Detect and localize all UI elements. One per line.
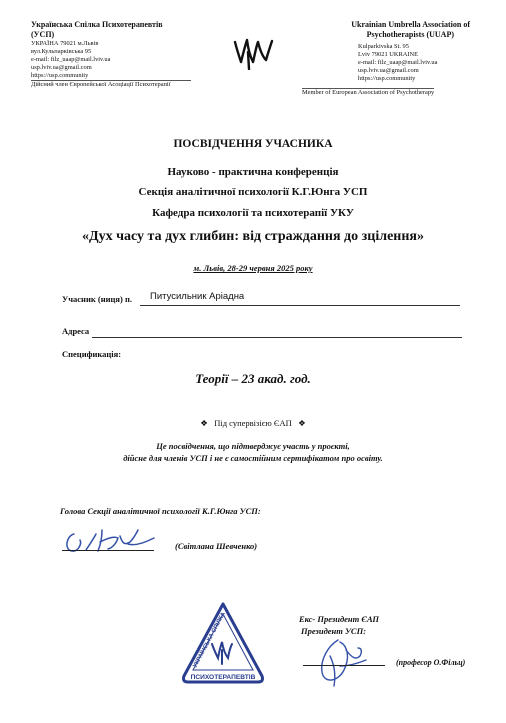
place-date: м. Львів, 28-29 червня 2025 року [193,263,313,273]
website-line: https://usp.community [358,75,416,82]
conference-section: Секція аналітичної психології К.Г.Юнга УСП [138,186,368,198]
org-abbr-uk: (УСП) [31,30,55,39]
header-left [31,20,231,89]
address-label: Адреса [62,326,90,336]
address-line: Lviv 79021 UKRAINE [358,51,418,58]
email-line: e-mail: filz_uaap@mail.lviv.ua [358,59,438,66]
president-signature-line [303,665,385,666]
specification-label: Спецификація: [62,349,122,359]
org-name-en-2: Psychotherapists (UUAP) [366,30,454,39]
participant-label: Учасник (ниця) п. [62,294,132,304]
header-right-lines [358,43,488,83]
usp-logo [232,36,274,70]
email-line: usp.lviv.ua@gmail.com [31,64,92,71]
address-line: вул.Кульпарківська 95 [31,48,92,55]
head-label: Голова Секції аналітичної психології К.Г.Юнга УСП: [60,506,261,516]
conference-department: Кафедра психології та психотерапії УКУ [152,207,354,219]
stamp-text-top: УКРАЇНСЬКА СПІЛКА [192,611,227,669]
email-line: e-mail: filz_uaap@mail.lviv.ua [31,56,111,63]
stamp-text-bottom: ПСИХОТЕРАПЕВТІВ [190,674,256,681]
address-line: Kulparkivska St. 95 [358,43,409,50]
email-line: usp.lviv.ua@gmail.com [358,67,419,74]
hours: Теорії – 23 акад. год. [195,371,311,386]
head-name: (Світлана Шевченко) [175,541,258,551]
membership-line: Дійсний член Європейської Асоціації Психотерапії [31,81,171,88]
membership-line-en: Member of European Association of Psychotherapy [302,89,435,96]
certificate-note-1: Це посвідчення, що підтверджує участь у проєкті, [156,441,350,451]
document-title: ПОСВІДЧЕННЯ УЧАСНИКА [173,138,333,150]
org-name-uk: Українська Спілка Психотерапевтів [31,20,163,29]
bullet-icon: ❖ [298,418,306,428]
supervision [0,418,506,429]
participant-name: Питусильник Аріадна [150,291,245,302]
president-name: (професор О.Фільц) [396,658,466,667]
address-line: УКРАЇНА 79021 м.Львів [31,40,99,47]
org-name-en: Ukrainian Umbrella Association of [351,20,470,29]
bullet-icon: ❖ [200,418,208,428]
conference-type: Науково - практична конференція [167,166,339,178]
president-signature [310,636,370,688]
organization-stamp [178,598,268,690]
conference-theme: «Дух часу та дух глибин: від страждання до зцілення» [81,229,424,244]
head-signature [62,524,162,556]
address-line [92,327,462,338]
supervision-text: Під супервізією ЄАП [214,418,292,428]
president-title-2: Президент УСП: [301,626,367,636]
website-line: https://usp.community [31,72,191,81]
certificate-note-2: дійсне для членів УСП і не є самостійним сертифікатом про освіту. [123,453,383,463]
head-signature-line [62,550,154,551]
president-title-1: Екс- Президент ЄАП [299,614,380,624]
header-right [300,20,470,40]
